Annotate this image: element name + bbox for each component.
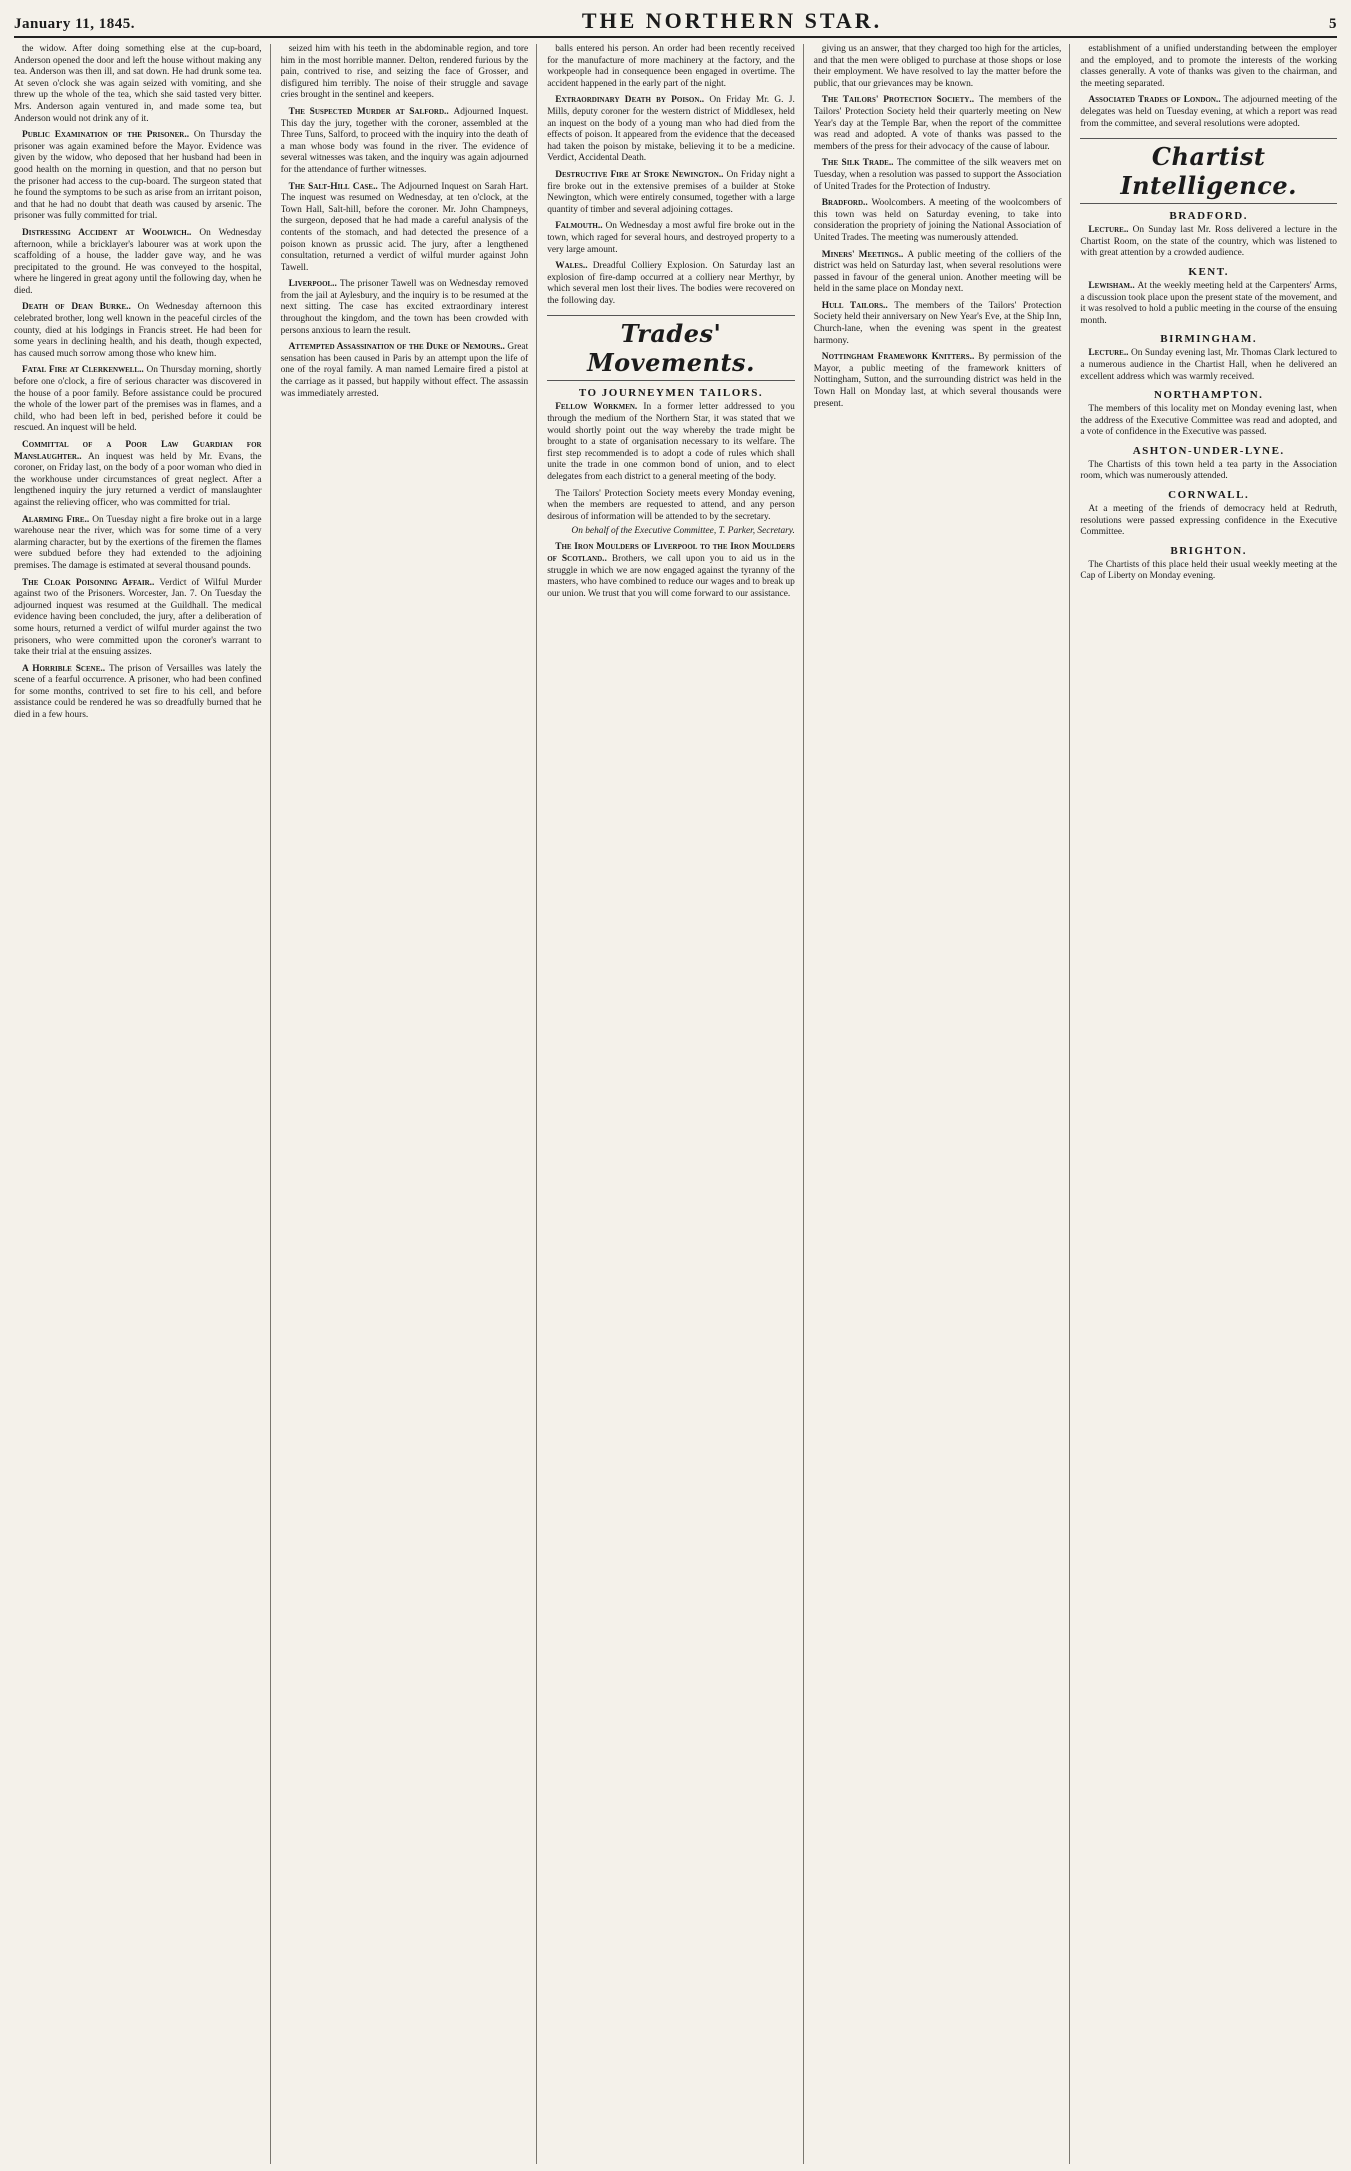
article-text: the widow. After doing something else at the cup-board, Anderson opened the door and left the house without making any tea. Anderson was then ill, and sat down. He had drunk some tea. At seven o'clock she was again seized with vomiting, and she threw up the whole of the tea, which she said tasted very bitter. Mrs. Anderson again ventured in, and made some tea, but Anderson would not drink any of it. [14, 44, 262, 124]
article-heading: Liverpool.. [288, 279, 340, 290]
article-heading: The Cloak Poisoning Affair.. [22, 577, 160, 588]
columns [14, 44, 1337, 2164]
article-text: The members of the Tailors' Protection Society held their anniversary on New Year's Eve, at the Ship Inn, Church-lane, when the evening was spent in the greatest harmony. [813, 300, 1062, 346]
article-paragraph [14, 515, 262, 573]
article-paragraph [281, 44, 529, 102]
article-paragraph [1080, 281, 1337, 327]
article-text: On Sunday evening last, Mr. Thomas Clark lectured to a numerous audience in the Chartist Hall, when he delivered an excellent address which was warmly received. [1080, 348, 1337, 382]
article-paragraph [1080, 225, 1337, 260]
article-paragraph [814, 301, 1062, 347]
issue-date: January 11, 1845. [14, 16, 136, 32]
chartist-intelligence-heading [1080, 138, 1337, 204]
article-paragraph [547, 402, 795, 483]
place-heading: KENT. [1188, 265, 1229, 278]
article-text: The Tailors' Protection Society meets every Monday evening, when the members are requested to attend, and any person desirous of information will be attended to by the secretary. [547, 488, 795, 522]
article-text: The Chartists of this town held a tea party in the Association room, which was numerously attended. [1080, 459, 1337, 482]
article-text: On Wednesday a most awful fire broke out in the town, which raged for several hours, and destroyed property to a very large amount. [547, 221, 795, 255]
article-heading: Bradford.. [821, 198, 872, 209]
page-number: 5 [1328, 16, 1337, 32]
article-text: Woolcombers. A meeting of the woolcombers of this town was held on Saturday evening, to take into consideration the propriety of joining the National Association of United Trades. The meeting was numerously attended. [813, 198, 1062, 243]
article-paragraph [1080, 404, 1337, 439]
article-text: Verdict of Wilful Murder against two of the Prisoners. Worcester, Jan. 7. On Tuesday the adjourned inquest was resumed at the Guildhall. The medical evidence having been concluded, the jury, after a deliberation of some hours, returned a verdict of wilful murder against the two prisoners, who were committed upon the coroner's warrant to take their trial at the ensuing assizes. [14, 577, 262, 658]
article-heading: Nottingham Framework Knitters.. [821, 352, 979, 363]
article-heading: The Silk Trade.. [821, 158, 897, 169]
article-text: Great sensation has been caused in Paris by an attempt upon the life of one of the royal family. A man named Lemaire fired a pistol at the carriage as it passed, but happily without effect. The assassin was immediately arrested. [280, 342, 529, 399]
article-paragraph [14, 440, 262, 510]
article-text: The members of the Tailors' Protection Society held their quarterly meeting on New Year's day at the Temple Bar, when the report of the committee was read and adopted. A vote of thanks was passed to the members of the press for their advocacy of the cause of labour. [813, 95, 1062, 152]
article-paragraph [281, 342, 529, 400]
article-heading: Extraordinary Death by Poison.. [555, 95, 710, 106]
article-text: An inquest was held by Mr. Evans, the coroner, on Friday last, on the body of a poor woman who died in the workhouse under circumstances of great neglect. After a lengthened inquiry the jury returned a verdict of manslaughter against the relieving officer, who was committed for trial. [14, 451, 262, 508]
article-heading: A Horrible Scene.. [22, 663, 109, 674]
article-text: A public meeting of the colliers of the district was held on Saturday last, when several resolutions were passed in favour of the general union. Another meeting will be held in the same place on Monday next. [813, 249, 1062, 295]
article-text: The prison of Versailles was lately the scene of a fearful occurrence. A prisoner, who had been confined for some months, contrived to set fire to his cell, and before assistance could be rendered he was so dreadfully burned that he died in a few hours. [14, 663, 262, 721]
article-text: By permission of the Mayor, a public meeting of the framework knitters of Nottingham, Sutton, and the surrounding district was held in the Town Hall on Monday last, at which several thousands were present. [813, 352, 1062, 409]
trades-movements-heading [547, 315, 795, 381]
article-text: Brothers, we call upon you to aid us in the struggle in which we are now engaged against the tyranny of the masters, who have combined to reduce our wages and to break up our union. We trust that you will come forward to our assistance. [547, 554, 795, 599]
article-text: The committee of the silk weavers met on Tuesday, when a resolution was passed to support the Association of United Trades for the Protection of Industry. [813, 158, 1062, 192]
article-paragraph [1080, 44, 1337, 90]
article-text: Dreadful Colliery Explosion. On Saturday last an explosion of fire-damp occurred at a colliery near Merthyr, by which several men lost their lives. The bodies were recovered on the following day. [547, 261, 795, 306]
article-text: The members of this locality met on Monday evening last, when the address of the Executive Committee was read and adopted, and a vote of confidence in the Executive was passed. [1080, 404, 1337, 438]
article-text: On Friday night a fire broke out in the extensive premises of a builder at Stoke Newington, which were entirely consumed, together with a large quantity of timber and several adjoining cottages. [547, 169, 795, 215]
article-paragraph [14, 44, 262, 125]
article-paragraph [14, 302, 262, 360]
article-text: The Adjourned Inquest on Sarah Hart. The inquest was resumed on Wednesday, at ten o'clock, at the Town Hall, Salt-hill, before the coroner. Mr. John Champneys, the surgeon, deposed that he had made a careful analysis of the contents of the stomach, and had detected the presence of a poison known as prussic acid. The jury, after a lengthened consultation, returned a verdict of wilful murder against John Tawell. [280, 181, 529, 273]
article-text: giving us an answer, that they charged too high for the articles, and that the men were obliged to purchase at those shops or lose their employment. We have resolved to lay the matter before the public, that our grievances may be known. [813, 44, 1062, 89]
article-paragraph [547, 489, 795, 524]
article-paragraph [1080, 95, 1337, 130]
article-paragraph [814, 44, 1062, 90]
article-text: On Sunday last Mr. Ross delivered a lecture in the Chartist Room, on the state of the country, which was listened to with great attention by a crowded audience. [1080, 225, 1337, 259]
place-heading: ASHTON-UNDER-LYNE. [1132, 444, 1285, 457]
article-heading: Attempted Assassination of the Duke of Nemours.. [288, 342, 508, 353]
article-heading: The Salt-Hill Case.. [288, 181, 381, 192]
article-paragraph [814, 352, 1062, 410]
article-paragraph [281, 107, 529, 177]
article-text: The adjourned meeting of the delegates was held on Tuesday evening, at which a report was read from the committee, and several resolutions were adopted. [1080, 95, 1337, 129]
article-text: balls entered his person. An order had been recently received for the manufacture of more machinery at the factory, and the workpeople had in consequence been engaged in overtime. The accident happened in the early part of the night. [547, 44, 795, 89]
place-heading: CORNWALL. [1168, 489, 1250, 502]
article-text: At a meeting of the friends of democracy held at Redruth, resolutions were passed expressing confidence in the Executive Committee. [1080, 504, 1337, 538]
article-heading: Wales.. [555, 261, 593, 272]
article-text: The Chartists of this place held their usual weekly meeting at the Cap of Liberty on Monday evening. [1080, 559, 1337, 582]
section-title: Chartist Intelligence. [1120, 142, 1297, 201]
article-heading: Destructive Fire at Stoke Newington.. [555, 169, 727, 180]
article-paragraph [547, 221, 795, 256]
column-4 [814, 44, 1071, 2164]
column-5 [1080, 44, 1337, 2164]
column-3 [547, 44, 804, 2164]
article-paragraph [14, 664, 262, 722]
article-paragraph [547, 44, 795, 90]
article-text: On Tuesday night a fire broke out in a large warehouse near the river, which was for some time of a very alarming character, but by the exertions of the firemen the flames were subdued before they had extended to the adjoining premises. The damage is estimated at several thousand pounds. [14, 514, 262, 571]
article-paragraph [1080, 504, 1337, 539]
column-1 [14, 44, 271, 2164]
article-text: On Friday Mr. G. J. Mills, deputy coroner for the western district of Middlesex, held an inquest on the body of a young man who had died from the effects of poison. It appeared from the evidence that the deceased had taken the poison by mistake, believing it to be a medicine. Verdict, Accidental Death. [547, 95, 795, 164]
article-text: At the weekly meeting held at the Carpenters' Arms, a discussion took place upon the present state of the movement, and it was resolved to hold a public meeting in the course of the ensuing month. [1080, 280, 1337, 326]
article-paragraph [1080, 348, 1337, 383]
article-paragraph [14, 228, 262, 298]
article-heading: The Tailors' Protection Society.. [821, 95, 979, 106]
section-title: Trades' Movements. [587, 319, 755, 378]
article-heading: Distressing Accident at Woolwich.. [22, 227, 200, 238]
article-paragraph [14, 578, 262, 659]
column-2 [281, 44, 538, 2164]
newspaper-title: THE NORTHERN STAR. [581, 8, 883, 33]
article-paragraph [547, 95, 795, 165]
article-heading: Miners' Meetings.. [821, 249, 908, 260]
article-text: In a former letter addressed to you through the medium of the Northern Star, it was stated that we would shortly point out the way whereby the trade might be brought to a state of organisation necessary to its welfare. The first step recommended is to adopt a code of rules which shall unite the trade in one common bond of union, and to elect delegates from each district to a general meeting of the body. [547, 402, 795, 483]
article-heading: Lecture.. [1088, 225, 1133, 236]
place-heading: NORTHAMPTON. [1154, 389, 1264, 402]
article-paragraph [1080, 560, 1337, 583]
article-heading: Lewisham.. [1088, 280, 1138, 291]
article-heading: The Suspected Murder at Salford.. [288, 106, 454, 117]
article-heading: Fatal Fire at Clerkenwell.. [22, 365, 147, 376]
article-text: Adjourned Inquest. This day the jury, together with the coroner, assembled at the Three Tuns, Salford, to proceed with the inquiry into the death of a man whose body was found in the river. The evidence of several witnesses was taken, and the inquiry was again adjourned for the attendance of further witnesses. [280, 106, 529, 175]
article-paragraph [814, 198, 1062, 244]
article-text: establishment of a unified understanding between the employer and the employed, and to promote the interests of the working classes generally. A vote of thanks was given to the chairman, and the meeting separated. [1080, 44, 1337, 89]
article-paragraph [814, 95, 1062, 153]
article-text: On Wednesday afternoon, while a bricklayer's labourer was at work upon the scaffolding of a house, the ladder gave way, and he was precipitated to the ground. He was conveyed to the hospital, where he lingered in great agony until the following day, when he died. [14, 227, 262, 296]
article-text: On Thursday the prisoner was again examined before the Mayor. Evidence was given by the widow, who deposed that her husband had been in good health on the morning in question, and that no person but the prisoner had access to the cup-board. The surgeon stated that he found the symptoms to be such as arise from an irritant poison, and that he had no doubt that death was caused by arsenic. The prisoner was fully committed for trial. [14, 130, 262, 222]
place-heading: BRADFORD. [1169, 210, 1248, 223]
article-paragraph [814, 158, 1062, 193]
address-title: TO JOURNEYMEN TAILORS. [578, 387, 764, 400]
article-heading: Death of Dean Burke.. [22, 302, 138, 313]
article-heading: Public Examination of the Prisoner.. [22, 130, 194, 141]
article-text: seized him with his teeth in the abdominable region, and tore him in the most horrible manner. Delton, rendered furious by the pain, contrived to rise, and seizing the face of Grosser, and disfigured him terribly. The noise of their struggle and savage cries brought in the sentinel and keepers. [280, 44, 529, 101]
masthead [14, 8, 1337, 38]
article-paragraph [14, 365, 262, 435]
article-paragraph [547, 170, 795, 216]
article-heading: Alarming Fire.. [22, 514, 93, 525]
place-heading: BIRMINGHAM. [1160, 333, 1258, 346]
article-text: On Thursday morning, shortly before one o'clock, a fire of serious character was discovered in the house of a poor family. Before assistance could be procured the whole of the lower part of the premises was in flames, and a child, who had been left in bed, perished before it could be rescued. An inquest will be held. [14, 365, 262, 434]
article-heading: Committal of a Poor Law Guardian for Manslaughter.. [14, 440, 262, 462]
article-text: The prisoner Tawell was on Wednesday removed from the jail at Aylesbury, and the inquiry is to be resumed at the next sitting. The case has excited extraordinary interest throughout the kingdom, and the town has been crowded with persons anxious to learn the result. [280, 279, 529, 336]
article-heading: Lecture.. [1088, 348, 1131, 359]
article-heading: Fellow Workmen. [555, 402, 644, 413]
article-heading: Hull Tailors.. [821, 300, 895, 311]
article-paragraph [1080, 460, 1337, 483]
article-paragraph [281, 279, 529, 337]
place-heading: BRIGHTON. [1170, 544, 1247, 557]
article-heading: Associated Trades of London.. [1088, 95, 1224, 106]
article-heading: The Iron Moulders of Liverpool to the Iron Moulders of Scotland.. [547, 542, 795, 564]
article-paragraph [814, 250, 1062, 296]
address-signoff: On behalf of the Executive Committee, T. Parker, Secretary. [571, 526, 795, 537]
article-paragraph [547, 261, 795, 307]
article-paragraph [547, 542, 795, 600]
article-paragraph [14, 130, 262, 223]
article-paragraph [281, 182, 529, 275]
article-text: On Wednesday afternoon this celebrated brother, long well known in the peaceful circles of the county, died at his lodgings in Francis street. He had been for some years in declining health, and his death, though expected, has caused much sorrow among those who knew him. [14, 302, 262, 359]
article-heading: Falmouth.. [555, 221, 606, 232]
